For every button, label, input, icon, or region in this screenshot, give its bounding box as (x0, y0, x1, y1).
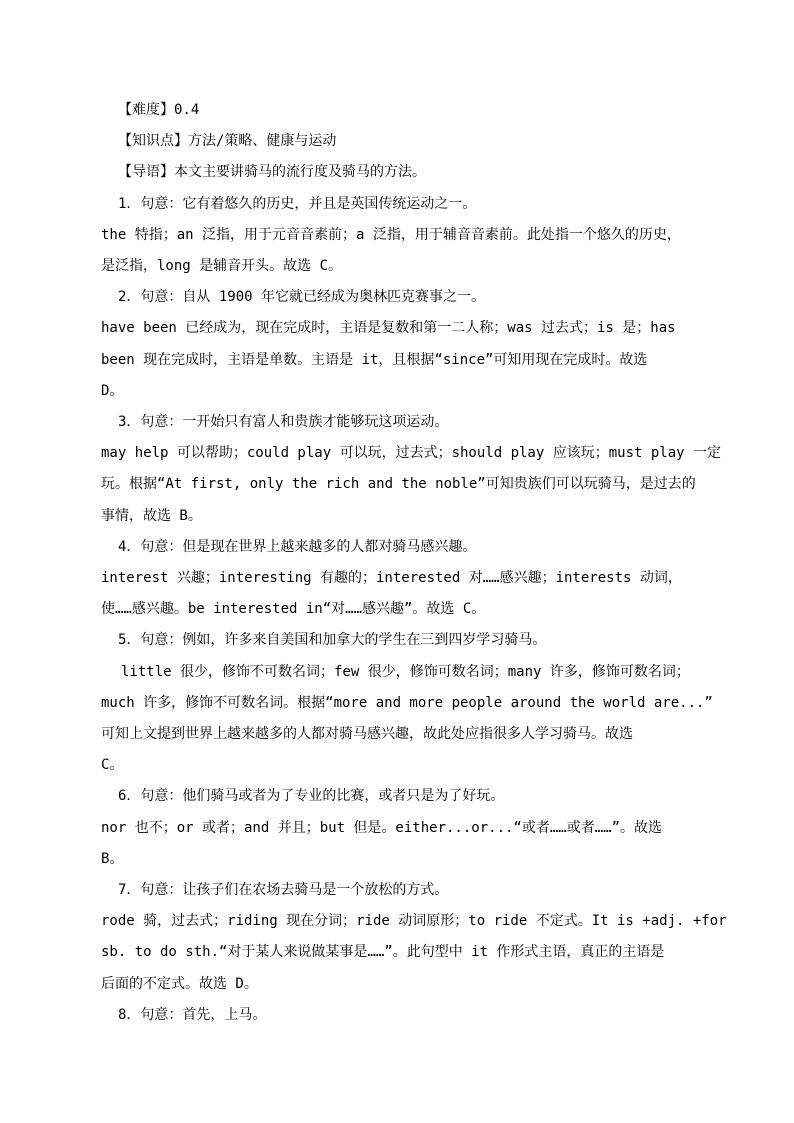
text-line-14: 事情，故选 B。 (101, 507, 202, 524)
text-line-11: 3．句意：一开始只有富人和贵族才能够玩这项运动。 (118, 414, 449, 431)
text-line-28: sb. to do sth.“对于某人来说做某事是……”。此句型中 it 作形式主语，真正的主语是 (101, 944, 665, 961)
text-line-24: nor 也不；or 或者；and 并且；but 但是。either...or...“或者……或者……”。故选 (101, 819, 663, 836)
text-line-20: much 许多，修饰不可数名词。根据“more and more people around the world are...” (101, 694, 713, 711)
text-line-29: 后面的不定式。故选 D。 (101, 975, 258, 992)
text-line-2: 【知识点】方法/策略、健康与运动 (118, 133, 337, 150)
text-line-3: 【导语】本文主要讲骑马的流行度及骑马的方法。 (118, 164, 426, 181)
text-line-8: have been 已经成为，现在完成时，主语是复数和第一二人称；was 过去式；is 是；has (101, 320, 676, 337)
text-line-27: rode 骑，过去式；riding 现在分词；ride 动词原形；to ride 不定式。It is +adj. +for (101, 913, 727, 930)
text-line-18: 5．句意：例如，许多来自美国和加拿大的学生在三到四岁学习骑马。 (118, 632, 547, 649)
text-line-5: the 特指；an 泛指，用于元音音素前；a 泛指，用于辅音音素前。此处指一个悠久的历史， (101, 226, 681, 243)
text-line-19: little 很少，修饰不可数名词；few 很少，修饰可数名词；many 许多，修饰可数名词； (121, 663, 690, 680)
text-line-22: C。 (101, 757, 124, 774)
text-line-23: 6．句意：他们骑马或者为了专业的比赛，或者只是为了好玩。 (118, 788, 505, 805)
text-line-7: 2．句意：自从 1900 年它就已经成为奥林匹克赛事之一。 (118, 289, 485, 306)
text-line-6: 是泛指，long 是辅音开头。故选 C。 (101, 258, 343, 275)
text-line-26: 7．句意：让孩子们在农场去骑马是一个放松的方式。 (118, 882, 449, 899)
text-line-25: B。 (101, 850, 124, 867)
answer-explanations (101, 95, 727, 1031)
text-line-16: interest 兴趣；interesting 有趣的；interested 对……感兴趣；interests 动词， (101, 570, 682, 587)
text-line-15: 4．句意：但是现在世界上越来越多的人都对骑马感兴趣。 (118, 538, 477, 555)
text-line-4: 1．句意：它有着悠久的历史，并且是英国传统运动之一。 (118, 195, 477, 212)
text-line-9: been 现在完成时，主语是单数。主语是 it，且根据“since”可知用现在完成时。故选 (101, 351, 648, 368)
text-line-10: D。 (101, 382, 124, 399)
text-line-12: may help 可以帮助；could play 可以玩，过去式；should play 应该玩；must play 一定 (101, 445, 722, 462)
text-line-17: 使……感兴趣。be interested in“对……感兴趣”。故选 C。 (101, 601, 486, 618)
text-line-1: 【难度】0.4 (118, 102, 200, 118)
text-line-21: 可知上文提到世界上越来越多的人都对骑马感兴趣，故此处应指很多人学习骑马。故选 (101, 726, 633, 743)
text-line-30: 8．句意：首先，上马。 (118, 1006, 267, 1023)
text-line-13: 玩。根据“At first, only the rich and the noble”可知贵族们可以玩骑马，是过去的 (101, 476, 696, 493)
